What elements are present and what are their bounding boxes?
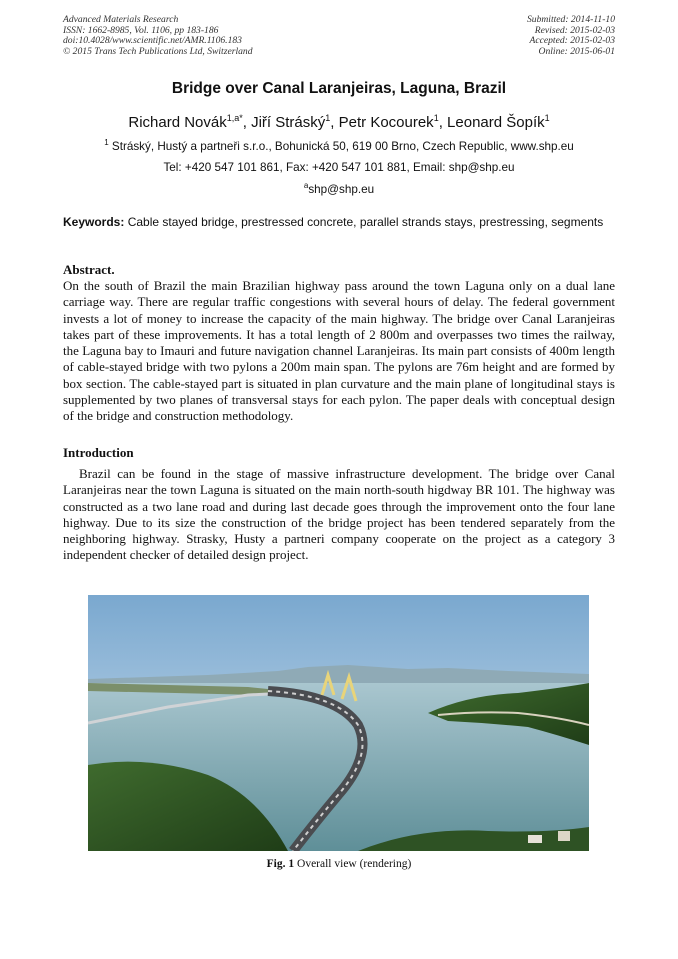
email-sup: a [303,181,309,190]
author-affil-sup: 1 [325,113,331,123]
author-affil-sup: 1 [544,113,550,123]
doi-line: doi:10.4028/www.scientific.net/AMR.1106.183 [63,35,242,47]
paper-title: Bridge over Canal Laranjeiras, Laguna, Brazil [171,80,507,97]
author-name: Petr Kocourek [338,114,434,131]
issn-line: ISSN: 1662-8985, Vol. 1106, pp 183-186 [63,24,219,36]
email-address: shp@shp.eu [308,182,375,196]
submitted-date: Submitted: 2014-11-10 [526,14,615,25]
affiliation-text: Stráský, Hustý a partneři s.r.o., Bohunická 50, 619 00 Brno, Czech Republic, www.shp.eu [111,139,574,153]
journal-info [63,15,253,57]
figure-caption [0,858,678,870]
introduction-heading: Introduction [63,445,134,460]
bridge-rendering-image [88,595,589,851]
shore-building [528,835,542,843]
contact-line: Tel: +420 547 101 861, Fax: +420 547 101 881, Email: shp@shp.eu [163,161,515,174]
figure-label: Fig. 1 [266,858,295,870]
author-name: Leonard Šopík [447,114,545,131]
author-affil-sup: 1 [433,113,439,123]
figure-caption-text: Overall view (rendering) [297,858,412,870]
journal-name: Advanced Materials Research [63,14,179,25]
introduction-text: Brazil can be found in the stage of massive infrastructure development. The bridge over Canal Laranjeiras near the town Laguna is situated on the main north-south higdway BR 101. The highway was constructed as a two lane road and during last decade goes through the improvement onto the four lane highway. Due to its size the construction of the bridge project has been tendered separately from the neighboring highway. Strasky, Husty a partneri company cooperate on the project as a category 3 independent checker of detailed design project. [63,466,615,563]
author-name: Jiří Stráský [251,114,326,131]
keywords-label: Keywords: [63,215,125,229]
abstract-text: On the south of Brazil the main Brazilian highway pass around the town Laguna only on a dual lane carriage way. There are regular traffic congestions with several hours of delay. The federal government invests a lot of money to increase the capacity of the main highway. The bridge over Canal Laranjeiras takes part of these improvements. It has a total length of 2 800m and overpasses two times the railway, the Laguna bay to Imauri and future navigation channel Laranjeiras. Its main part consists of 400m length of cable-stayed bridge with two pylons a 200m main span. The pylons are 76m height and are formed by box section. The cable-stayed part is situated in plan curvature and the main plane of longitudinal stays is supplemented by two planes of transversal stays for each pylon. The paper deals with conceptual design of the bridge and construction methodology. [63,278,615,424]
revised-date: Revised: 2015-02-03 [534,24,615,36]
copyright-line: © 2015 Trans Tech Publications Ltd, Switzerland [63,45,253,57]
online-date: Online: 2015-06-01 [538,45,615,57]
author-list: Richard Novák$^{1,a*}$, Jiří Stráský$^1$, Petr Kocourek$^1$, Leonard Šopík$^1$ [128,113,550,131]
keywords-text: Cable stayed bridge, prestressed concrete, parallel strands stays, prestressing, segments [127,215,604,229]
abstract-heading: Abstract. [63,262,115,277]
email-line [0,181,678,196]
affiliation-line [0,138,678,153]
accepted-date: Accepted: 2015-02-03 [529,35,615,47]
author-affil-sup: 1,a* [226,113,243,123]
dates-info [527,15,615,57]
affiliation-sup: 1 [104,138,109,147]
author-name: Richard Novák [128,114,227,131]
keywords [63,215,615,230]
shore-building [558,831,570,841]
